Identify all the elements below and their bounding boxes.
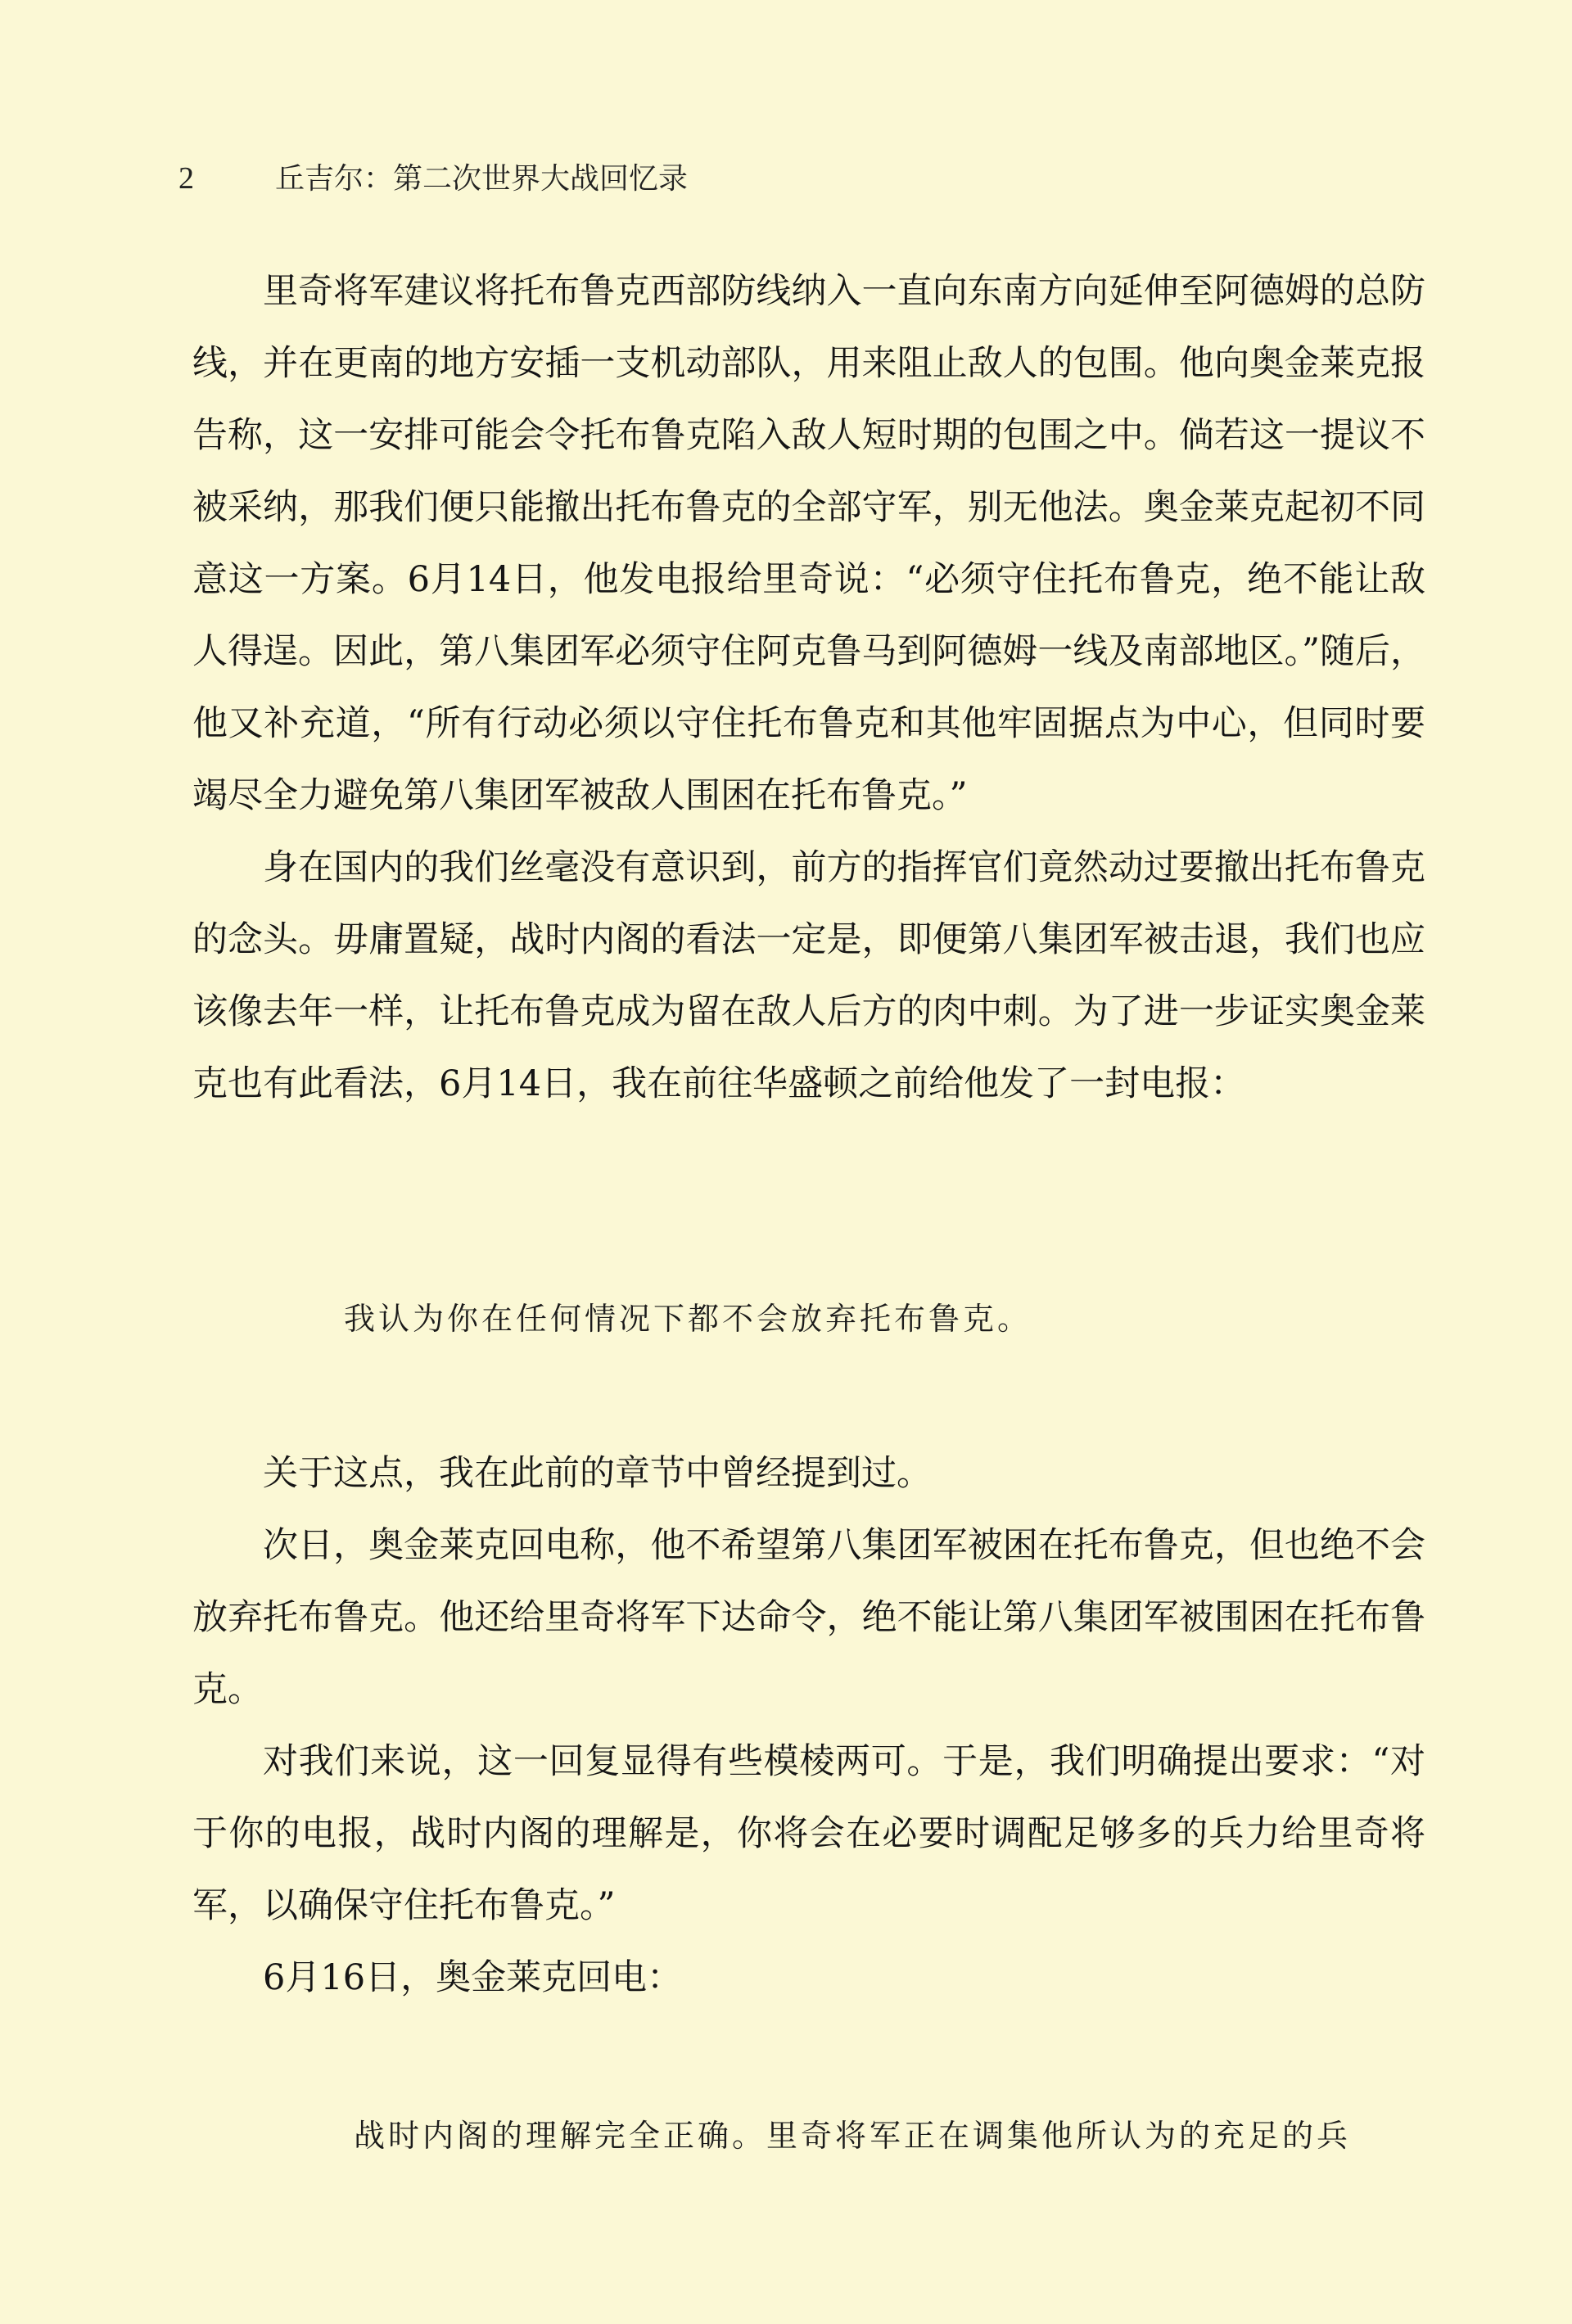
paragraph: 里奇将军建议将托布鲁克西部防线纳入一直向东南方向延伸至阿德姆的总防线，并在更南的地方安插一支机动部队，用来阻止敌人的包围。他向奥金莱克报告称，这一安排可能会令托布鲁克陷入敌人短时期的包围之中。倘若这一提议不被采纳，那我们便只能撤出托布鲁克的全部守军，别无他法。奥金莱克起初不同意这一方案。6月14日，他发电报给里奇说：“必须守住托布鲁克，绝不能让敌人得逞。因此，第八集团军必须守住阿克鲁马到阿德姆一线及南部地区。”随后，他又补充道，“所有行动必须以守住托布鲁克和其他牢固据点为中心，但同时要竭尽全力避免第八集团军被敌人围困在托布鲁克。” xyxy=(192,271,1425,816)
block-quote: 我认为你在任何情况下都不会放弃托布鲁克。 xyxy=(344,1301,1032,1337)
paragraph: 对我们来说，这一回复显得有些模棱两可。于是，我们明确提出要求：“对于你的电报，战时内阁的理解是，你将会在必要时调配足够多的兵力给里奇将军，以确保守住托布鲁克。” xyxy=(192,1741,1425,1926)
page-header xyxy=(178,156,688,205)
block-quote: 战时内阁的理解完全正确。里奇将军正在调集他所认为的充足的兵 xyxy=(354,2118,1352,2154)
body-block-1 xyxy=(192,255,1425,1120)
body-block-2 xyxy=(192,1437,1425,2014)
paragraph: 关于这点，我在此前的章节中曾经提到过。 xyxy=(263,1453,932,1494)
running-title: 丘吉尔：第二次世界大战回忆录 xyxy=(275,162,689,196)
paragraph: 身在国内的我们丝毫没有意识到，前方的指挥官们竟然动过要撤出托布鲁克的念头。毋庸置疑，战时内阁的看法一定是，即便第八集团军被击退，我们也应该像去年一样，让托布鲁克成为留在敌人后方的肉中刺。为了进一步证实奥金莱克也有此看法，6月14日，我在前往华盛顿之前给他发了一封电报： xyxy=(192,847,1425,1104)
paragraph: 6月16日，奥金莱克回电： xyxy=(263,1957,683,1998)
paragraph: 次日，奥金莱克回电称，他不希望第八集团军被困在托布鲁克，但也绝不会放弃托布鲁克。他还给里奇将军下达命令，绝不能让第八集团军被围困在托布鲁克。 xyxy=(192,1525,1425,1710)
page-number: 2 xyxy=(178,161,194,196)
